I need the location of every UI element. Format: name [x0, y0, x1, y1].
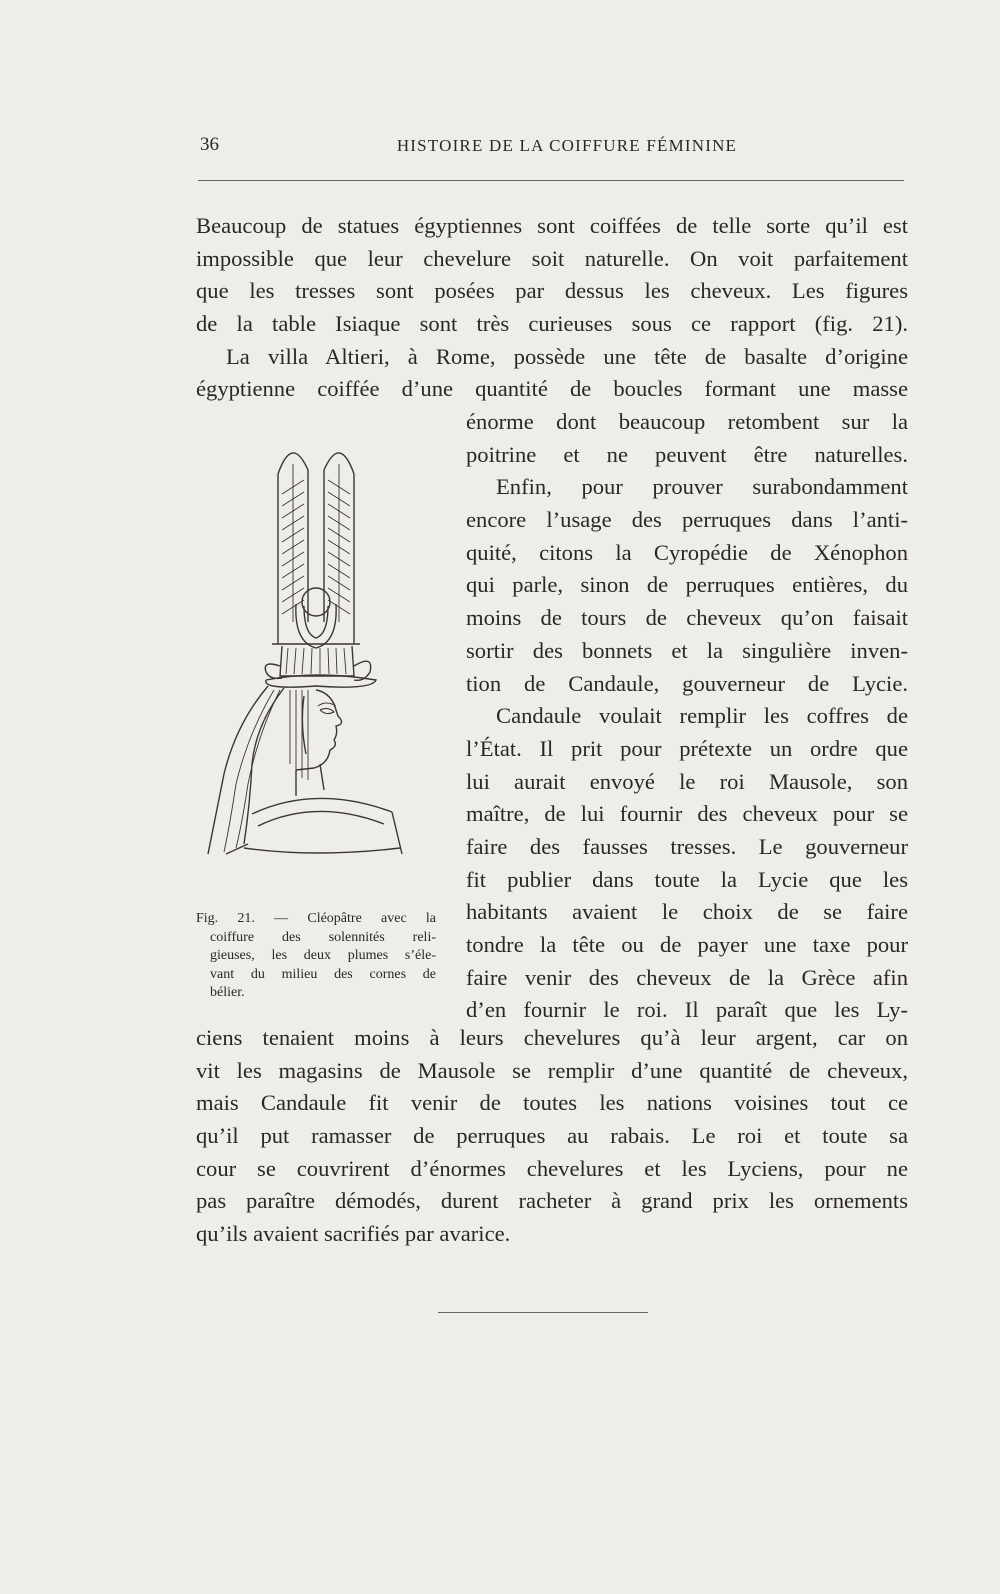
text-line: impossible que leur chevelure soit naturelle. On voit parfaitement — [196, 245, 908, 271]
text-line: Candaule voulait remplir les coffres de — [496, 703, 908, 729]
page-number: 36 — [200, 134, 219, 155]
figure-cleopatra-illustration — [196, 434, 436, 904]
text-line: vit les magasins de Mausole se remplir d’une quantité de cheveux, — [196, 1057, 908, 1083]
text-line: faire venir des cheveux de la Grèce afin — [466, 964, 908, 990]
text-line: faire des fausses tresses. Le gouverneur — [466, 833, 908, 859]
text-line: qui parle, sinon de perruques entières, du — [466, 572, 908, 598]
cleopatra-drawing — [196, 434, 436, 904]
caption-line: Fig. 21. — Cléopâtre avec la — [196, 911, 436, 926]
text-line: l’État. Il prit pour prétexte un ordre que — [466, 735, 908, 761]
text-line: habitants avaient le choix de se faire — [466, 899, 908, 925]
text-line: ciens tenaient moins à leurs chevelures qu’à leur argent, car on — [196, 1025, 908, 1050]
text-line: d’en fournir le roi. Il paraît que les Ly- — [466, 997, 908, 1023]
text-line: maître, de lui fournir des cheveux pour se — [466, 801, 908, 827]
caption-line: gieuses, les deux plumes s’éle- — [210, 948, 436, 963]
text-line: énorme dont beaucoup retombent sur la — [466, 409, 908, 434]
text-line: sortir des bonnets et la singulière inven- — [466, 637, 908, 663]
page-header — [198, 132, 906, 162]
text-line: qu’ils avaient sacrifiés par avarice. — [196, 1221, 511, 1247]
text-line: lui aurait envoyé le roi Mausole, son — [466, 768, 908, 794]
text-line: égyptienne coiffée d’une quantité de boucles formant une masse — [196, 376, 908, 402]
bottom-paragraph — [196, 1022, 908, 1251]
text-line: fit publier dans toute la Lycie que les — [466, 866, 908, 892]
text-line: moins de tours de cheveux qu’on faisait — [466, 605, 908, 631]
text-line: encore l’usage des perruques dans l’anti- — [466, 507, 908, 533]
end-rule — [438, 1312, 648, 1313]
text-line: qu’il put ramasser de perruques au rabais. Le roi et toute sa — [196, 1123, 908, 1149]
text-line: mais Candaule fit venir de toutes les nations voisines tout ce — [196, 1090, 908, 1116]
text-line: que les tresses sont posées par dessus les cheveux. Les figures — [196, 278, 908, 304]
header-rule — [198, 180, 904, 181]
text-line: tion de Candaule, gouverneur de Lycie. — [466, 670, 908, 696]
caption-line: vant du milieu des cornes de — [210, 966, 436, 982]
text-line: de la table Isiaque sont très curieuses sous ce rapport (fig. 21). — [196, 311, 908, 337]
text-line: tondre la tête ou de payer une taxe pour — [466, 932, 908, 957]
text-line: poitrine et ne peuvent être naturelles. — [466, 441, 908, 467]
text-line: Enfin, pour prouver surabondamment — [496, 474, 908, 500]
caption-line: coiffure des solennités reli- — [210, 929, 436, 945]
text-line: cour se couvrirent d’énormes chevelures et les Lyciens, pour ne — [196, 1155, 908, 1181]
top-paragraph — [196, 210, 908, 406]
caption-line: bélier. — [210, 985, 245, 1000]
text-line: Beaucoup de statues égyptiennes sont coiffées de telle sorte qu’il est — [196, 213, 908, 238]
running-title: HISTOIRE DE LA COIFFURE FÉMININE — [396, 136, 738, 155]
text-line: pas paraître démodés, durent racheter à grand prix les ornements — [196, 1188, 908, 1214]
text-line: quité, citons la Cyropédie de Xénophon — [466, 539, 908, 565]
wrapped-paragraph — [466, 406, 908, 1027]
figure-caption — [196, 910, 436, 1003]
text-line: La villa Altieri, à Rome, possède une tête de basalte d’origine — [226, 343, 908, 369]
